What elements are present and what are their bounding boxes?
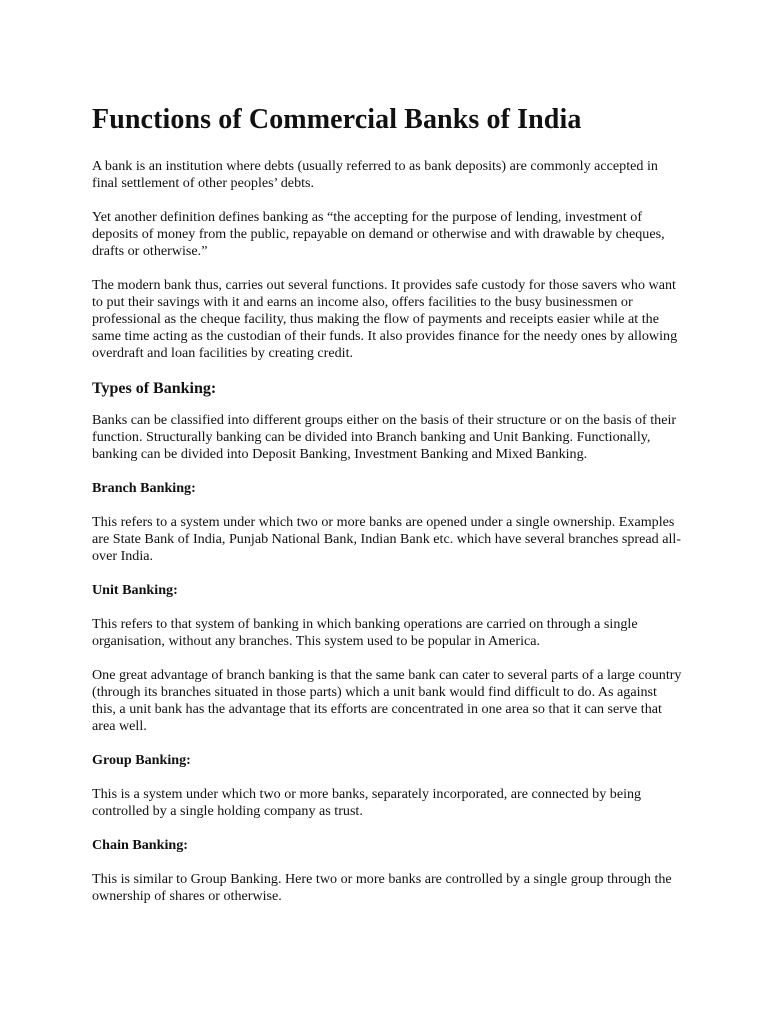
document-title: Functions of Commercial Banks of India bbox=[92, 104, 582, 135]
subheading-group-banking: Group Banking: bbox=[92, 752, 191, 768]
intro-paragraph-definition: A bank is an institution where debts (usually referred to as bank deposits) are commonly accepted in final settlement of other peoples’ debts. bbox=[92, 158, 658, 191]
intro-paragraph-modern-bank: The modern bank thus, carries out several functions. It provides safe custody for those savers who want to put their savings with it and earns an income also, offers facilities to the busy businessmen or professional as the cheque facility, thus making the flow of payments and receipts easier while at the same time acting as the custodian of their funds. It also provides finance for the needy ones by allowing overdraft and loan facilities by creating credit. bbox=[92, 277, 678, 361]
group-banking-paragraph: This is a system under which two or more banks, separately incorporated, are connected by being controlled by a single holding company as trust. bbox=[92, 786, 642, 819]
section-heading-types-of-banking: Types of Banking: bbox=[92, 380, 217, 397]
intro-paragraph-banking-definition: Yet another definition defines banking as “the accepting for the purpose of lending, investment of deposits of money from the public, repayable on demand or otherwise and with drawable by cheques, drafts or otherwise.” bbox=[92, 209, 665, 259]
subheading-branch-banking: Branch Banking: bbox=[92, 480, 196, 496]
branch-banking-paragraph: This refers to a system under which two or more banks are opened under a single ownership. Examples are State Bank of India, Punjab National Bank, Indian Bank etc. which have several branches spread all-over India. bbox=[92, 514, 681, 564]
types-paragraph: Banks can be classified into different groups either on the basis of their structure or on the basis of their function. Structurally banking can be divided into Branch banking and Unit Banking. Functionally, banking can be divided into Deposit Banking, Investment Banking and Mixed Banking. bbox=[92, 412, 677, 462]
subheading-chain-banking: Chain Banking: bbox=[92, 837, 188, 853]
chain-banking-paragraph: This is similar to Group Banking. Here two or more banks are controlled by a single group through the ownership of shares or otherwise. bbox=[92, 871, 672, 904]
unit-banking-paragraph: This refers to that system of banking in which banking operations are carried on through a single organisation, without any branches. This system used to be popular in America. bbox=[92, 616, 638, 649]
unit-banking-advantage-paragraph: One great advantage of branch banking is that the same bank can cater to several parts of a large country (through its branches situated in those parts) which a unit bank would find difficult to do. As against this, a unit bank has the advantage that its efforts are concentrated in one area so that it can serve that area well. bbox=[92, 667, 682, 734]
subheading-unit-banking: Unit Banking: bbox=[92, 582, 178, 598]
